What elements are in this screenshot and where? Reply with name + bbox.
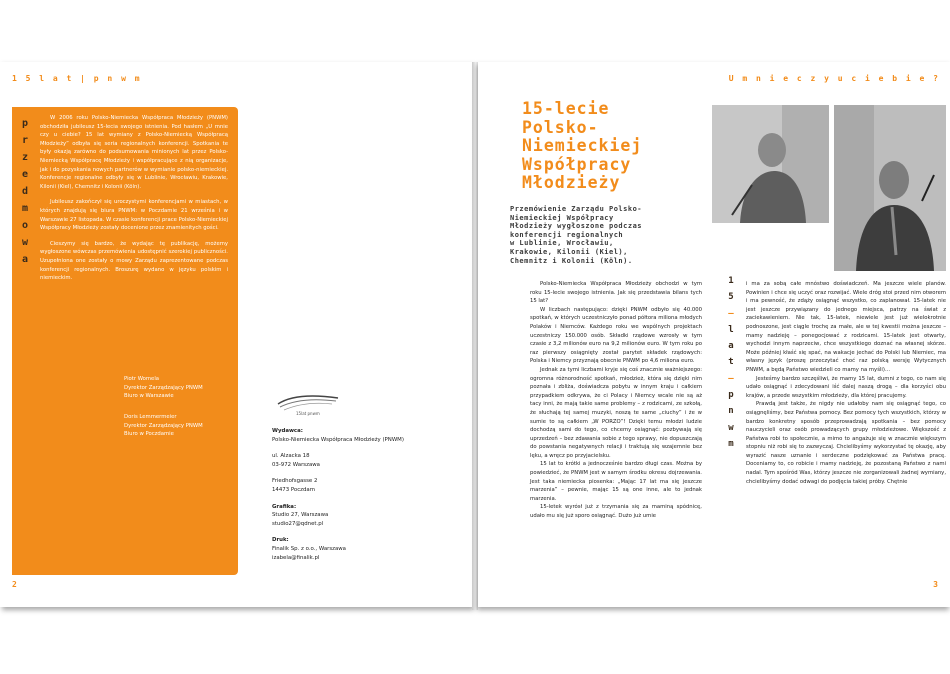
vertical-letter: w [21, 237, 29, 248]
imprint-address-line: Friedhofsgasse 2 [272, 478, 318, 485]
vertical-word-przedmowa [17, 115, 33, 268]
left-page-number: 2 [12, 580, 17, 589]
subtitle-line: Chemnitz i Kolonii (Köln). [510, 256, 633, 265]
vertical-letter: 5 [728, 292, 734, 303]
article-subtitle [510, 205, 720, 265]
vertical-letter: t [728, 357, 734, 368]
imprint-print: Finalik Sp. z o.o., Warszawa [272, 545, 346, 552]
signature-name: Doris Lemmermeier [124, 414, 177, 420]
article-paragraph: Jednak za tymi liczbami kryje się coś znacznie ważniejszego: ogromna różnorodność spotkań, młodzież, która się dzięki nim poznała i zbliża, doświadcza pobytu w innym kraju i całkiem przypadkiem odkrywa, że ci Polacy i Niemcy wcale nie są aż tacy inni, że mają takie same problemy – z rodzicami, ze szkołą, że słuchają tej samej muzyki, noszą te same „ciuchy” i że w sumie to są całkiem „W PORZO”! Dzięki temu młodzi ludzie dochodzą sami do tego, co chcemy osiągnąć: pozbywają się uprzedzeń – bez zdawania sobie z tego sprawy, nie dopuszczają do powstania negatywnych relacji i traktują się wzajemnie bez lęku, a wręcz po przyjacielsku. [530, 366, 702, 459]
vertical-letter: m [728, 438, 734, 449]
article-paragraph: 15-letek wyrósł już z trzymania się za maminą spódnicę, udało mu się już sporo osiągnąć. Dużo już umie [530, 504, 702, 520]
article-paragraph: Polsko-Niemiecka Współpraca Młodzieży obchodzi w tym roku 15-lecie swojego istnienia. Jak się przedstawia bilans tych 15 lat? [530, 281, 702, 305]
vertical-letter: r [21, 135, 29, 146]
vertical-letter: – [728, 373, 734, 384]
article-column-2 [746, 280, 946, 486]
foreword-paragraph: Jubileusz zakończył się uroczystymi konferencjami w miastach, w których znajdują się biura PNWM: w Poczdamie 21 września i w Warszawie 27 listopada. W czasie konferencji prace Polsko-Niemieckiej Współpracy Młodzieży zostały docenione przez znamienitych gości. [40, 199, 228, 232]
signature-office: Biuro w Warszawie [124, 393, 174, 400]
vertical-letter: a [728, 341, 734, 352]
subtitle-line: w Lublinie, Wrocławiu, [510, 239, 614, 248]
subtitle-line: Niemieckiej Współpracy [510, 213, 614, 222]
subtitle-line: Przemówienie Zarządu Polsko- [510, 205, 643, 213]
imprint-address-line: ul. Alzacka 18 [272, 453, 310, 460]
title-line: Polsko- [522, 117, 599, 137]
speaker-photo-man [834, 105, 946, 271]
vertical-letter: n [728, 406, 734, 417]
magazine-spread [0, 62, 950, 612]
imprint-publisher-label: Wydawca: [272, 428, 303, 434]
imprint-print-email: izabela@finalik.pl [272, 554, 320, 561]
imprint-address-line: 14473 Poczdam [272, 486, 315, 493]
vertical-letter: – [728, 308, 734, 319]
article-paragraph: W liczbach następująco: dzięki PNWM odbyło się 40.000 spotkań, w których uczestniczyło ponad półtora miliona młodych Polaków i Niemców. Każdego roku we wspólnych projektach uczestniczy 150.000 osób. Składki rządowe wzrosły w tym czasie z 3,2 milionów euro na 9,2 milionów euro. W tym roku po raz pierwszy osiągnięty został parytet składek rządowych: Polska i Niemcy przyznają obecnie PNWM po 4,6 miliona euro. [530, 306, 702, 365]
imprint-print-label: Druk: [272, 537, 289, 544]
signature-name: Piotr Womela [124, 376, 160, 382]
vertical-letter: a [21, 254, 29, 265]
vertical-letter: m [21, 203, 29, 214]
vertical-letter: p [21, 118, 29, 129]
vertical-letter: 1 [728, 276, 734, 286]
vertical-15-lat-pnwm [724, 273, 738, 452]
vertical-letter: o [21, 220, 29, 231]
vertical-letter: p [728, 390, 734, 401]
title-line: Młodzieży [522, 173, 621, 192]
vertical-letter: d [21, 186, 29, 197]
imprint-graphics-label: Grafika: [272, 503, 297, 510]
vertical-letter: e [21, 169, 29, 180]
article-column-1 [530, 280, 702, 521]
article-title [522, 100, 722, 193]
article-paragraph: 15 lat to krótki a jednocześnie bardzo długi czas. Można by powiedzieć, że PNWM jest w samym środku okresu dojrzewania. Jest taka niemiecka piosenka: „Mając 17 lat ma się jeszcze marzenia” – pewnie, mając 15 są one inne, ale to jednak marzenia. [530, 461, 702, 502]
svg-text:15lat pnwm: 15lat pnwm [296, 411, 320, 416]
imprint [272, 427, 462, 570]
right-running-head: U m n i e c z y u c i e b i e ? [728, 74, 940, 83]
imprint-publisher: Polsko-Niemiecka Współpraca Młodzieży (PNWM) [272, 436, 404, 443]
imprint-graphics-email: studio27@qdnet.pl [272, 520, 324, 527]
imprint-address-line: 03-972 Warszawa [272, 461, 320, 468]
article-paragraph: i ma za sobą całe mnóstwo doświadczeń. Ma jeszcze wiele planów. Powinien i chce się uczyć oraz rozwijać. Wiele dróg stoi przed nim otworem i ma pewność, że zdąży osiągnąć wszystko, co zaplanował. 15-latek nie jest jeszcze przywiązany do jednego miejsca, patrzy na świat z zaciekawieniem. Nie tak, 15-latek, niewiele jest już wielokrotnie podnoszone, jest ciągle trochę za małe, ale w tej kwestii można jeszcze – mamy nadzieję – ponegocjować z rodzicami. 15-latek jest otwarty, wychodzi innym naprzeciw, chce wszystkiego doznać na własnej skórze. Może później kłaść się spać, na wakacje jechać do Polski lub Niemiec, ma własny język (proszę przeczytać choć raz polską wersję Wytycznych PNWM, a będą Państwo wiedzieli co mamy na myśli)... [746, 281, 946, 373]
vertical-letter: z [21, 152, 29, 163]
article-paragraph: Jesteśmy bardzo szczęśliwi, że mamy 15 lat, dumni z tego, co nam się udało osiągnąć i zdecydowani iść dalej naszą drogą – dla korzyści obu krajów, a przede wszystkim młodzieży, dla której pracujemy. [746, 375, 946, 399]
foreword-paragraph: Cieszymy się bardzo, że wydając tę publikację, możemy wygłoszone wówczas przemówienia udostępnić szerokiej publiczności. Uzupełniona one zostały o mowy Zarządu zaprezentowane podczas konferencji regionalnych. Broszurę wydano w języku polskim i niemieckim. [40, 240, 228, 282]
subtitle-line: Młodzieży wygłoszone podczas [510, 222, 643, 231]
signature-role: Dyrektor Zarządzający PNWM [124, 422, 203, 429]
subtitle-line: Krakowie, Kilonii (Kiel), [510, 247, 628, 256]
signature-block [124, 413, 203, 439]
vertical-letter: w [728, 422, 734, 433]
right-page-number: 3 [933, 580, 938, 589]
right-page [478, 62, 950, 607]
left-page [0, 62, 472, 607]
signature-role: Dyrektor Zarządzający PNWM [124, 384, 203, 391]
signature-office: Biuro w Poczdamie [124, 431, 174, 438]
speaker-photo-woman [712, 105, 829, 223]
imprint-graphics: Studio 27, Warszawa [272, 512, 329, 519]
subtitle-line: konferencji regionalnych [510, 230, 624, 239]
title-line: 15-lecie [522, 99, 610, 118]
pnwm-logo-icon [276, 388, 340, 416]
title-line: Niemieckiej [522, 136, 643, 155]
foreword-text [40, 114, 228, 290]
signature-block [124, 375, 203, 401]
vertical-letter: l [728, 324, 734, 335]
title-line: Współpracy [522, 154, 632, 174]
article-paragraph: Prawdą jest także, że nigdy nie udałoby nam się osiągnąć tego, co osiągnęliśmy, bez Państwa pomocy. Bez pomocy tych wszystkich, którzy w bardzo konkretny sposób przeprowadzają spotkania – bez pomocy nauczycieli oraz osób prowadzących grupy młodzieżowe. Większość z Państwa robi to społecznie, a mimo to angażuje się w znacznie większym stopniu niż robi się to zazwyczaj. Chcielibyśmy wykorzystać tę okazję, aby wyrazić nasze uznanie i serdeczne podziękować za Państwa pracę. Doceniamy to, co robicie i mamy nadzieję, że pozostaną Państwo z nami nadal. Tym spośród Was, którzy jeszcze nie zorganizowali żadnej wymiany, chcielibyśmy dodać odwagi do podjęcia takiej próby. Chętnie [746, 401, 946, 485]
left-running-head: 1 5 l a t | p n w m [12, 74, 142, 83]
foreword-paragraph: W 2006 roku Polsko-Niemiecka Współpraca Młodzieży (PNWM) obchodziła jubileusz 15-lecia swojego istnienia. Pod hasłem „U mnie czy u ciebie? 15 lat wymiany z Polsko-Niemiecką Współpracą Młodzieży” odbyła się seria regionalnych konferencji. Spotkania te były okazją zarówno do podsumowania minionych lat przez Polsko-Niemiecką Współpracę Młodzieży i współpracujące z nią organizacje, jak i do pozyskania nowych partnerów w wymianie polsko-niemieckiej. Konferencje regionalne odbyły się w Lublinie, Wrocławiu, Krakowie, Kilonii (Kiel), Chemnitz i Kolonii (Köln). [40, 115, 228, 190]
